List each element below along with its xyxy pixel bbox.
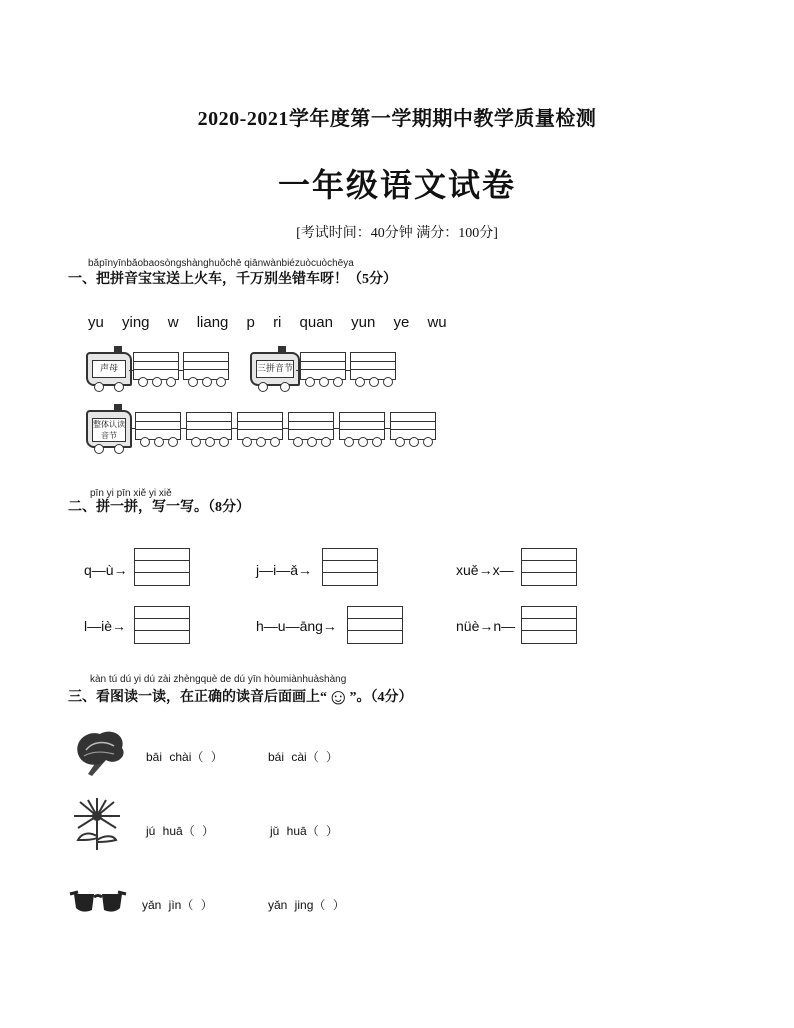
answer-option[interactable]: bāi chài（ ）: [146, 750, 223, 764]
pinyin-formula: j—i—ǎ→: [256, 562, 313, 578]
train-engine-shengmu: [86, 352, 132, 386]
section2-title: 二、拼一拼，写一写。（8分）: [68, 500, 250, 515]
section3-title: 三、看图读一读，在正确的读音后面画上“☺”。（4分）: [68, 684, 413, 709]
answer-option[interactable]: jǔ huā（ ）: [270, 824, 339, 838]
train-engine-sanpin: [250, 352, 300, 386]
smiley-icon: ☺: [327, 684, 350, 709]
glasses-icon: [68, 886, 128, 916]
answer-option[interactable]: bái cài（ ）: [268, 750, 339, 764]
answer-option[interactable]: yǎn jing（ ）: [268, 898, 345, 912]
section1-letters: yu ying w liang p ri quan yun ye wu: [88, 314, 447, 331]
exam-title-line1: 2020-2021学年度第一学期期中教学质量检测: [197, 108, 597, 130]
train-car: [135, 412, 181, 440]
train-car: [300, 352, 346, 380]
cabbage-icon: [70, 726, 130, 778]
train-car: [350, 352, 396, 380]
engine-label: 三拼音节: [256, 360, 294, 378]
train-car: [237, 412, 283, 440]
writing-box[interactable]: [134, 548, 190, 586]
pinyin-formula: q—ù→: [84, 562, 128, 578]
writing-box[interactable]: [521, 548, 577, 586]
engine-label: 声母: [92, 360, 126, 378]
pinyin-formula: xuě→x—: [456, 562, 514, 578]
train-car: [186, 412, 232, 440]
pinyin-formula: h—u—āng→: [256, 618, 337, 634]
answer-option[interactable]: jú huā（ ）: [146, 824, 215, 838]
section1-title: 一、把拼音宝宝送上火车，千万别坐错车呀！（5分）: [68, 272, 397, 287]
section3-pinyin: kàn tú dú yi dú zài zhèngquè de dú yīn hòumiànhuàshàng: [90, 674, 347, 685]
writing-box[interactable]: [134, 606, 190, 644]
answer-option[interactable]: yǎn jìn（ ）: [142, 898, 213, 912]
writing-box[interactable]: [322, 548, 378, 586]
pinyin-formula: nüè→n—: [456, 618, 516, 634]
train-engine-zhengti: [86, 410, 132, 448]
section2-pinyin: pīn yi pīn xiě yi xiě: [90, 488, 172, 499]
train-car: [390, 412, 436, 440]
writing-box[interactable]: [521, 606, 577, 644]
engine-label: 整体认读音节: [93, 420, 125, 440]
train-car: [183, 352, 229, 380]
pinyin-formula: l—iè→: [84, 618, 127, 634]
writing-box[interactable]: [347, 606, 403, 644]
train-car: [288, 412, 334, 440]
train-car: [339, 412, 385, 440]
exam-title-main: 一年级语文试卷: [277, 167, 516, 203]
train-car: [133, 352, 179, 380]
exam-info: [考试时间：40分钟 满分：100分]: [296, 226, 498, 241]
section1-pinyin: bǎpīnyīnbǎobaosòngshànghuǒchē qiānwànbiézuòcuòchēya: [88, 258, 354, 269]
chrysanthemum-icon: [70, 796, 124, 852]
